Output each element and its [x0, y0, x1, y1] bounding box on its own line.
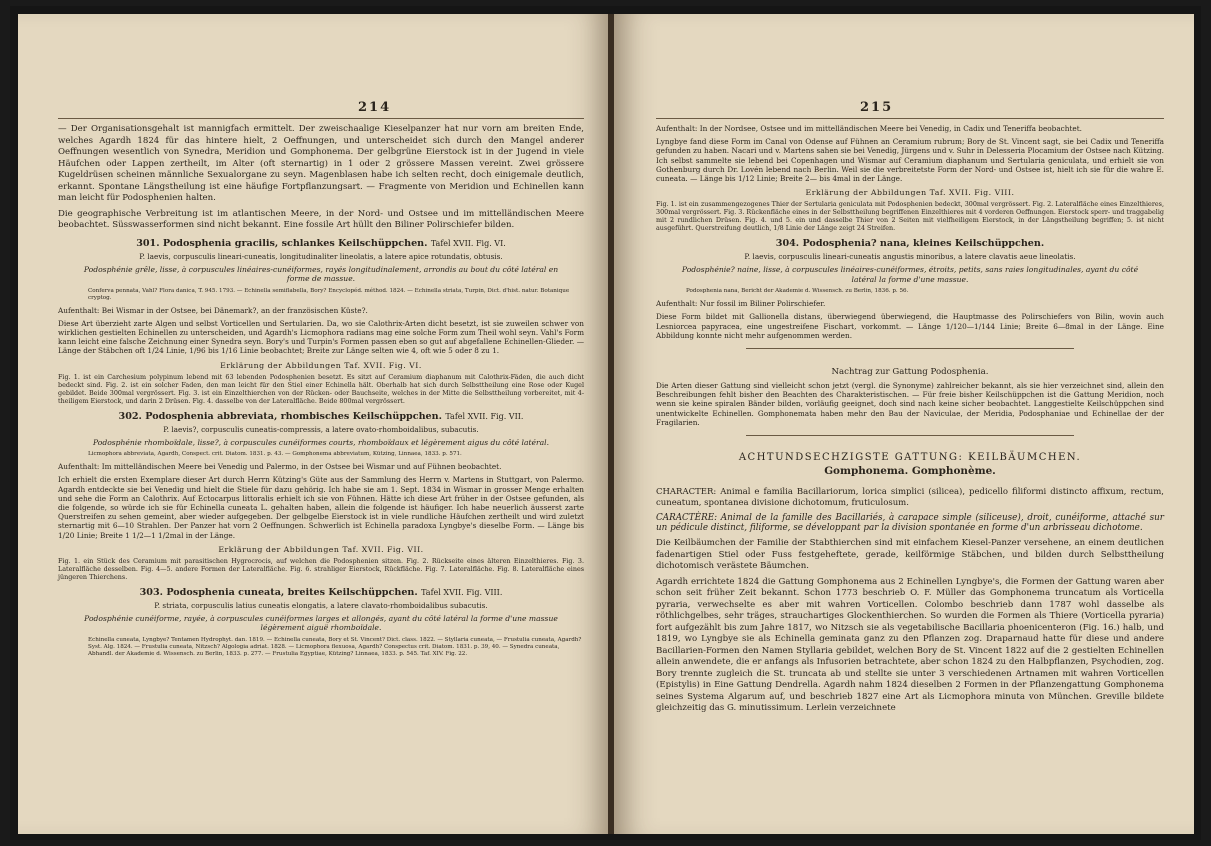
section-303-french: Podosphénie cunéiforme, rayée, à corpuscules cunéiformes larges et allongés, ayant du côté latéral la forme d'une massue légèrement aiguë rhomboïdale.	[84, 613, 558, 633]
section-304-french: Podosphénie? naine, lisse, à corpuscules linéaires-cunéiformes, étroits, petits, sans raies longitudinales, ayant du côté latéral la forme d'une massue.	[681, 265, 1139, 284]
nachtrag-text: Die Arten dieser Gattung sind vielleicht schon jetzt (vergl. die Synonyme) zahlreicher bekannt, als sie hier verzeichnet sind, allein den Beschreibungen fehlt bisher den Beachten des Charakteristischen. — Für freie bisher Keilschüppchen ist die Gattung Meridion, noch wenn sie keine spiralen Bänder bilden, vorläufig geeignet, doch sind nach keine sicher beobachtet. Langgestielte Keilschüppchen sind unentwickelte Echinellen. Gomphonemata haben mehr den Bau der Naviculae, der Meridia, Podosphaniae und Echinellae der der Fragilarien.	[656, 381, 1164, 427]
caractere-label: CARACTÈRE:	[656, 512, 718, 523]
section-301-diagnosis: P. laevis, corpusculis lineari-cuneatis, longitudinaliter lineolatis, a latere apice rotundatis, obtusis.	[139, 251, 503, 261]
book-spread	[10, 6, 1201, 840]
section-301-french: Podosphénie grêle, lisse, à corpuscules linéaires-cunéiformes, rayés longitudinalement, arrondis au bout du côté latéral en forme de massue.	[83, 264, 559, 284]
section-302-text: Ich erhielt die ersten Exemplare dieser Art durch Herrn Kützing's Güte aus der Sammlung des Herrn v. Martens in Stuttgart, von Palermo. Agardh entdeckte sie bei Venedig und hielt die Stiele für dazu gehörig. Ich habe sie am 1. Sept. 1834 in Wismar in grosser Menge erhalten und sehe die Form an Calothrix. Auf Ectocarpus littoralis erhielt ich sie von Fühnen. Hätte ich diese Art früher in der Ostsee gefunden, als die folgende, so würde ich sie für Echinella cuneata L. gehalten haben, allein die folgende ist häufiger. Ich habe neuerlich äusserst zarte Querstreifen zu sehen gemeint, aber wieder aufgegeben. Der gelbgelbe Eierstock ist in viele rundliche Häufchen zertheilt und wird zuletzt sternartig mit 6—10 Strahlen. Der Panzer hat vorn 2 Oeffnungen. Schwerlich ist Echinella paradoxa Lyngbye's dieselbe Form. — Länge bis 1/20 Linie; Breite 1 1/2—1 1/2mal in der Länge.	[58, 475, 584, 540]
page-number: 215	[860, 100, 894, 115]
nachtrag-title: Nachtrag zur Gattung Podosphenia.	[831, 367, 989, 378]
left-page	[18, 14, 610, 834]
section-301-caption: Erklärung der Abbildungen Taf. XVII. Fig. VI.	[220, 360, 422, 370]
section-302-french: Podosphénie rhomboïdale, lisse?, à corpuscules cunéiformes courts, rhomboïdaux et légèrement aigus du côté latéral.	[92, 437, 550, 447]
section-304-text: Diese Form bildet mit Gallionella distans, überwiegend überwiegend, die Hauptmasse des Polirschiefers von Bilin, wovin auch Lesniorcea papyracea, eine ungestreifene Fischart, vorkommt. — Länge 1/120—1/144 Linie; Breite 6—8mal in der Länge. Eine Abbildung konnte nicht mehr aufgenommen werden.	[656, 312, 1164, 340]
section-303-title: 303. Podosphenia cuneata, breites Keilschüppchen. Tafel XVII. Fig. VIII.	[139, 586, 503, 598]
section-302-habitat: Aufenthalt: Im mittelländischen Meere bei Venedig und Palermo, in der Ostsee bei Wismar und auf Fühnen beobachtet.	[58, 462, 502, 472]
habitat-paragraph: Aufenthalt: In der Nordsee, Ostsee und im mittelländischen Meere bei Venedig, in Cadix und Teneriffa beobachtet.	[656, 124, 1082, 133]
character-latin: CHARACTER: Animal e familia Bacillariorum, lorica simplici (silicea), pedicello filiformi distincto affixum, rectum, cuneatum, spontanea divisione dichotomum, fruticulosum.	[656, 487, 1164, 508]
right-text-column	[656, 94, 1164, 824]
genus-history: Agardh errichtete 1824 die Gattung Gomphonema aus 2 Echinellen Lyngbye's, die Formen der Gattung waren aber schon seit früher Zeit bekannt. Schon 1773 beschrieb O. F. Müller das Gomphonema truncatum als Vorticella pyraria, verwechselte es aber mit wahren Vorticellen. Colombo beschrieb dann 1787 wohl dasselbe als röthlichgelbes, sehr träges, strauchartiges Glockenthierchen. So wurden die Formen als Thiere (Vorticella pyraria) fort aufgezählt bis zum Jahre 1817, wo Nitzsch sie als vegetabilische Bacillaria phoenicenteron (Fig. 16.) halb, und 1819, wo Lyngbye sie als Echinella geminata ganz zu den Pflanzen zog. Draparnaud hatte für diese und andere Bacillarien-Formen den Namen Styllaria gebildet, welchen Bory de St. Vincent 1822 auf die 2 gestielten Echinellen allein anwendete, die er anfangs als Infusorien betrachtete, aber schon 1824 zu den Halbpflanzen, Psychodien, zog. Bory trennte zugleich die St. truncata ab und stellte sie unter 3 verschiedenen Artnamen mit wahren Vorticellen (Epistylis) in Eine Gattung Dendrella. Agardh nahm 1824 dieselben 2 Formen in der Pflanzengattung Gomphonema seines Systema Algarum auf, und beschrieb 1827 eine Art als Licmophora minuta von München. Greville bildete gleichzeitig das G. minutissimum. Lerlein verzeichnete	[656, 576, 1164, 714]
section-304-synonyms: Podosphenia nana, Bericht der Akademie d. Wissensch. zu Berlin, 1836. p. 56.	[686, 288, 909, 295]
section-304-habitat: Aufenthalt: Nur fossil im Biliner Polirschiefer.	[656, 299, 826, 309]
section-303-diagnosis: P. striata, corpusculis latius cuneatis elongatis, a latere clavato-rhomboidalibus subacutis.	[154, 600, 488, 610]
section-304-diagnosis: P. laevis, corpusculis lineari-cuneatis angustis minoribus, a latere clavatis aeue lineolatis.	[744, 252, 1076, 262]
character-french: CARACTÈRE: Animal de la famille des Bacillariés, à carapace simple (siliceuse), droit, cunéiforme, attaché sur un pédicule distinct, filiforme, se développant par la division spontanée en forme d'un arbrisseau dichotome.	[656, 512, 1164, 534]
section-303-synonyms: Echinella cuneata, Lyngbye? Tentamen Hydrophyt. dan. 1819. — Echinella cuneata, Bory et St. Vincent? Dict. class. 1822. — Styllaria cuneata, — Frustulia cuneata, Agardh? Syst. Alg. 1824. — Frustulia cuneata, Nitzsch? Algologia adriat. 1828. — Licmophora flexuosa, Agardh? Conspectus crit. Diatom. 1831. p. 39, 40. — Synedra cuneata, Abhandl. der Akademie d. Wissensch. zu Berlin, 1833. p. 277. — Frustulia Egyptiae, Kützing? Linnaea, 1833. p. 545. Taf. XIV. Fig. 22.	[88, 636, 582, 657]
page-number: 214	[358, 100, 392, 115]
genus-description: Die Keilbäumchen der Familie der Stabthierchen sind mit einfachem Kiesel-Panzer versehene, an einem deutlichen fadenartigen Stiel oder Fuss festgeheftete, gerade, keilförmige Stäbchen, und bilden durch Selbsttheilung dichotomisch verästete Bäumchen.	[656, 538, 1164, 572]
right-page	[614, 14, 1194, 834]
section-302-synonyms: Licmophora abbreviata, Agardh, Conspect. crit. Diatom. 1831. p. 43. — Gomphonema abbreviatum, Kützing, Linnaea, 1833. p. 571.	[88, 451, 462, 458]
character-label: CHARACTER:	[656, 487, 717, 498]
section-302-diagnosis: P. laevis?, corpusculis cuneatis-compressis, a latere ovato-rhomboidalibus, subacutis.	[163, 424, 479, 434]
section-302-title: 302. Podosphenia abbreviata, rhombisches Keilschüppchen. Tafel XVII. Fig. VII.	[118, 410, 524, 422]
section-301-caption-text: Fig. 1. ist ein Carchesium polypinum lebend mit 63 lebenden Podosphenien besetzt. Es sitzt auf Ceramium diaphanum mit Calothrix-Fäden, die auch dicht bedeckt sind. Fig. 2. ist ein solcher Faden, den man leicht für den Stiel einer Echinella hält. Oberhalb hat sich durch Selbsttheilung eine Rose oder Kugel gebildet. Beide 300mal vergrössert. Fig. 3. ist ein Einzelthierchen von der Rücken- oder Bauchseite, welches in der Mitte die Selbsttheilung vorbereitet, mit 4-theiligem Eierstock, und darin 2 Drüsen. Fig. 4. dasselbe von der Lateralfläche. Beide 800mal vergrössert.	[58, 372, 584, 405]
divider	[746, 435, 1074, 436]
figure-caption-heading: Erklärung der Abbildungen Taf. XVII. Fig. VIII.	[805, 188, 1015, 198]
distribution-paragraph: Die geographische Verbreitung ist im atlantischen Meere, in der Nord- und Ostsee und im mittelländischen Meere beobachtet. Süsswasserformen sind nicht bekannt. Eine fossile Art hüllt den Biliner Polirschiefer bilden.	[58, 208, 584, 230]
left-text-column	[58, 94, 584, 824]
section-304-title: 304. Podosphenia? nana, kleines Keilschüppchen.	[775, 238, 1045, 250]
genus-names: Gomphonema. Gomphonème.	[824, 465, 996, 478]
section-301-text: Diese Art überzieht zarte Algen und selbst Vorticellen und Sertularien. Da, wo sie Calothrix-Arten dicht besetzt, ist sie zuweilen schwer von wirklichen gestielten Echinellen zu unterscheiden, und Agardh's Licmophora radians mag eine solche Form zum Theil wohl seyn. Vahl's Form kann leicht eine falsche Zeichnung einer Synedra seyn. Bory's und Turpin's Formen passen eben so gut auf abgefallene Echinellen-Glieder. — Länge der Stäbchen oft 1/24 Linie, 1/96 bis 1/16 Linie beobachtet; Breite zur Länge selten wie 4, oft wie 5 oder 8 zu 1.	[58, 318, 584, 356]
section-301-title: 301. Podosphenia gracilis, schlankes Keilschüppchen. Tafel XVII. Fig. VI.	[136, 237, 506, 249]
genus-heading: ACHTUNDSECHZIGSTE GATTUNG: KEILBÄUMCHEN.	[738, 452, 1082, 464]
intro-paragraph: — Der Organisationsgehalt ist mannigfach ermittelt. Der zweischaalige Kieselpanzer hat nur vorn am breiten Ende, welches Agardh 1824 für das hintere hielt, 2 Oeffnungen, und unterscheidet sich durch den Mangel anderer Oeffnungen wesentlich von Synedra, Meridion und Gomphonema. Der gelbgrüne Eierstock ist in der Jugend in viele Häufchen oder Lappen zertheilt, im Alter (oft sternartig) in 1 oder 2 grössere Massen vereint. Zwei grössere Kugeldrüsen scheinen männliche Sexualorgane zu seyn. Magenblasen habe ich selten recht, doch einigemale deutlich, erkannt. Spontane Längstheilung ist eine häufige Fortpflanzungsart. — Fragmente von Meridion und Echinellen kann man leicht für Podosphenien halten.	[58, 124, 584, 203]
figure-caption-text: Fig. 1. ist ein zusammengezogenes Thier der Sertularia geniculata mit Podosphenien bedeckt, 300mal vergrössert. Fig. 2. Lateralfläche eines Einzelthieres, 300mal vergrössert. Fig. 3. Rückenfläche eines in der Selbsttheilung begriffenen Einzelthieres mit 4 vorderen Oeffnungen. Eierstock sperr- und traggabelig mit 2 rundlichen Drüsen. Fig. 4. und 5. ein und dasselbe Thier von 2 Seiten mit vielfheiligem Eierstock, in der Längstheilung begriffen; 5. ist nicht ausgeführt. Querstreifung deutlich, 1/8 Linie der Länge zeigt 24 Streifen.	[656, 200, 1164, 233]
section-302-caption: Erklärung der Abbildungen Taf. XVII. Fig. VII.	[218, 544, 424, 554]
divider	[746, 348, 1074, 349]
section-301-synonyms: Conferva pennata, Vahl? Flora danica, T. 945. 1793. — Echinella semiflabella, Bory? Encyclopéd. méthod. 1824. — Echinella striata, Turpin, Dict. d'hist. natur. Botanique cryptog.	[88, 287, 570, 301]
observations-paragraph: Lyngbye fand diese Form im Canal von Odense auf Fühnen an Ceramium rubrum; Bory de St. Vincent sagt, sie bei Cadix und Teneriffa gefunden zu haben. Nacari und v. Martens sahen sie bei Venedig, Jürgens und v. Suhr in Delesseria Plocamium der Ostsee nach Kützing. Ich selbst sammelte sie lebend bei Copenhagen und Wismar auf Ceramium diaphanum und Sertularia geniculata, und erhielt sie von Gothenburg durch Dr. Lovén lebend nach Berlin. Weil sie die verbreitetste Form der Nord- und Ostsee ist, hielt ich sie für die wahre E. cuneata. — Länge bis 1/12 Linie; Breite 2— bis 4mal in der Länge.	[656, 137, 1164, 184]
section-301-habitat: Aufenthalt: Bei Wismar in der Ostsee, bei Dänemark?, an der französischen Küste?.	[58, 305, 368, 315]
section-302-caption-text: Fig. 1. ein Stück des Ceramium mit parasitischen Hygrocrocis, auf welchen die Podosphenien sitzen. Fig. 2. Rückseite eines älteren Einzelthieres. Fig. 3. Lateralfläche desselben. Fig. 4—5. andere Formen der Lateralfläche. Fig. 6. strahliger Eierstock, Rückfläche. Fig. 7. Lateralfläche. Fig. 8. Lateralfläche eines jüngeren Thierchens.	[58, 556, 584, 581]
